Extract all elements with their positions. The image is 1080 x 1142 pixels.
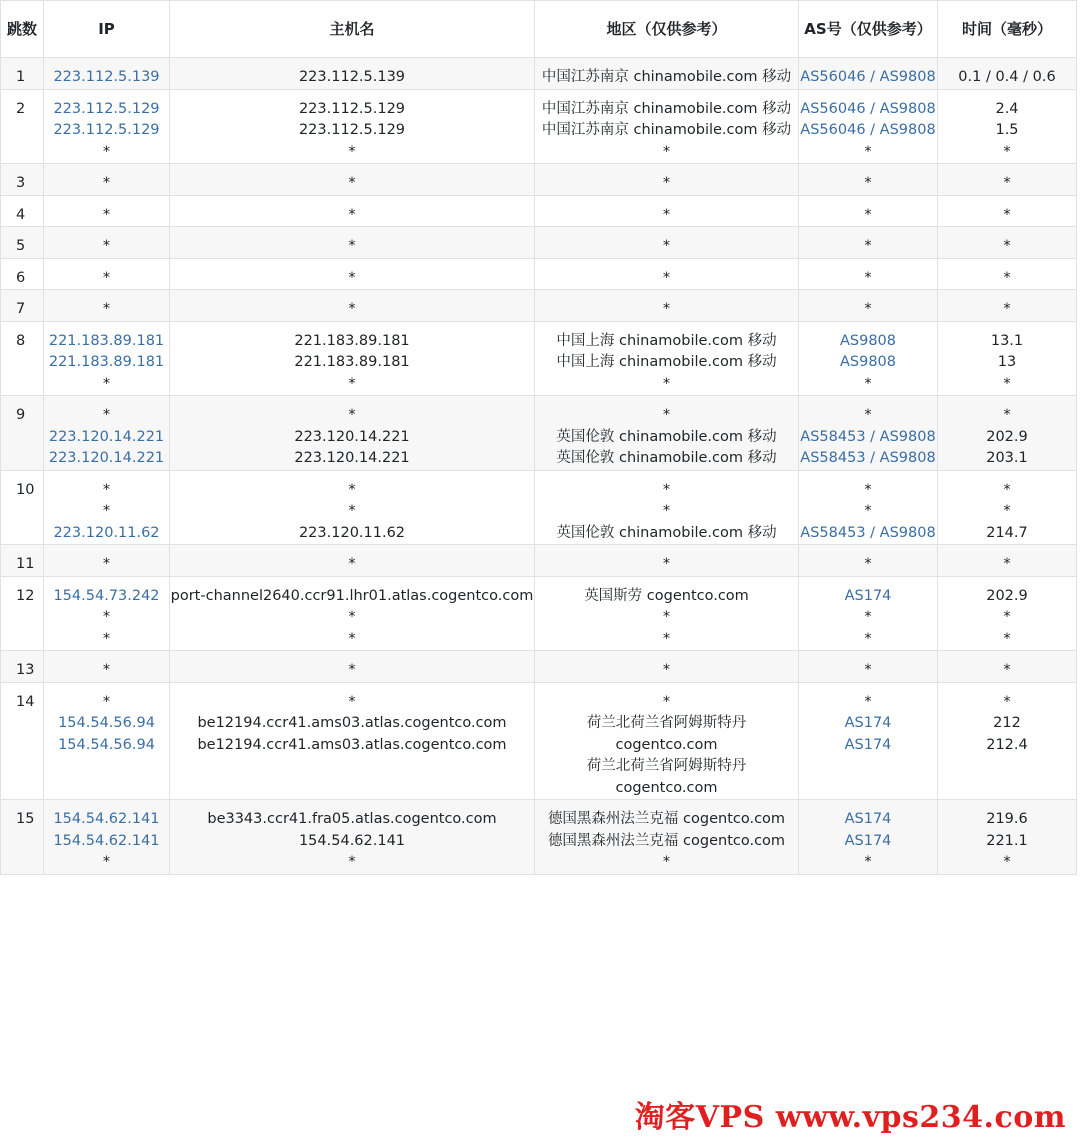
empty-marker: *	[864, 175, 872, 191]
empty-marker: *	[864, 662, 872, 678]
time-cell	[938, 58, 1077, 90]
region-text: 荷兰北荷兰省阿姆斯特丹 cogentco.com	[586, 715, 747, 753]
empty-marker: *	[864, 269, 872, 286]
empty-marker: *	[102, 481, 111, 498]
time-cell	[938, 545, 1077, 577]
asn-link[interactable]: AS56046 / AS9808	[800, 69, 936, 85]
asn-link[interactable]: AS9808	[839, 332, 897, 349]
hostname-text: port-channel2640.ccr91.lhr01.atlas.cogentco.com	[170, 587, 534, 604]
time-cell	[938, 164, 1077, 196]
empty-marker: *	[348, 407, 356, 423]
region-text: 德国黑森州法兰克福 cogentco.com	[547, 832, 786, 849]
hostname-cell	[170, 89, 535, 164]
time-value: 212	[993, 715, 1021, 731]
ip-cell	[44, 396, 170, 471]
region-cell	[535, 290, 799, 322]
asn-link[interactable]: AS174	[844, 832, 892, 849]
ip-link[interactable]: 154.54.73.242	[53, 587, 160, 604]
header-region: 地区（仅供参考）	[535, 1, 799, 58]
empty-marker: *	[1003, 238, 1011, 254]
empty-marker: *	[864, 143, 872, 160]
hop-number: 2	[1, 89, 44, 164]
hostname-cell	[170, 545, 535, 577]
empty-marker: *	[1003, 269, 1011, 286]
time-cell	[938, 227, 1077, 259]
asn-cell	[799, 58, 938, 90]
hostname-text: 223.120.14.221	[294, 428, 410, 445]
empty-marker: *	[662, 175, 671, 191]
ip-cell	[44, 164, 170, 196]
hostname-cell	[170, 258, 535, 290]
time-value: 202.9	[986, 428, 1028, 445]
hostname-cell	[170, 164, 535, 196]
header-asn: AS号（仅供参考）	[799, 1, 938, 58]
hostname-text: be12194.ccr41.ams03.atlas.cogentco.com	[197, 715, 507, 731]
time-value: 202.9	[986, 587, 1028, 604]
asn-cell	[799, 576, 938, 651]
region-cell	[535, 195, 799, 227]
ip-link[interactable]: 223.112.5.129	[53, 122, 160, 138]
time-value: 1.5	[995, 122, 1019, 138]
table-row	[1, 58, 1077, 90]
region-text: 英国斯劳 cogentco.com	[584, 587, 749, 604]
asn-cell	[799, 470, 938, 545]
table-row	[1, 576, 1077, 651]
time-cell	[938, 290, 1077, 322]
time-value: 219.6	[986, 811, 1028, 827]
hop-number: 9	[1, 396, 44, 471]
empty-marker: *	[864, 503, 872, 519]
ip-link[interactable]: 223.112.5.139	[53, 69, 160, 85]
region-text: 英国伦敦 chinamobile.com 移动	[556, 450, 777, 466]
hop-number: 1	[1, 58, 44, 90]
hop-number: 7	[1, 290, 44, 322]
time-value: 0.1 / 0.4 / 0.6	[958, 69, 1056, 85]
empty-marker: *	[1003, 375, 1011, 392]
asn-cell	[799, 651, 938, 683]
ip-cell	[44, 195, 170, 227]
time-value: 2.4	[995, 100, 1019, 117]
empty-marker: *	[864, 375, 872, 392]
empty-marker: *	[102, 143, 111, 160]
empty-marker: *	[1003, 143, 1011, 160]
empty-marker: *	[1003, 175, 1011, 191]
empty-marker: *	[102, 503, 111, 519]
hop-number: 12	[1, 576, 44, 651]
hop-number: 5	[1, 227, 44, 259]
ip-cell	[44, 258, 170, 290]
empty-marker: *	[662, 854, 671, 870]
table-row	[1, 800, 1077, 875]
ip-cell	[44, 545, 170, 577]
asn-cell	[799, 290, 938, 322]
empty-marker: *	[662, 238, 671, 254]
time-cell	[938, 576, 1077, 651]
empty-marker: *	[102, 630, 111, 647]
empty-marker: *	[662, 143, 671, 160]
table-row	[1, 89, 1077, 164]
ip-cell	[44, 470, 170, 545]
region-cell	[535, 89, 799, 164]
asn-cell	[799, 545, 938, 577]
ip-cell	[44, 576, 170, 651]
ip-cell	[44, 58, 170, 90]
empty-marker: *	[864, 407, 872, 423]
asn-cell	[799, 164, 938, 196]
asn-link[interactable]: AS56046 / AS9808	[800, 100, 936, 117]
time-cell	[938, 321, 1077, 396]
region-cell	[535, 164, 799, 196]
table-row	[1, 258, 1077, 290]
ip-link[interactable]: 223.120.11.62	[53, 524, 160, 541]
ip-cell	[44, 321, 170, 396]
empty-marker: *	[102, 175, 111, 191]
asn-cell	[799, 321, 938, 396]
empty-marker: *	[348, 481, 356, 498]
region-text: 中国上海 chinamobile.com 移动	[556, 354, 777, 370]
hostname-text: 223.112.5.129	[298, 122, 406, 138]
region-text: 中国江苏南京 chinamobile.com 移动	[541, 122, 792, 138]
empty-marker: *	[662, 630, 671, 647]
ip-link[interactable]: 223.120.14.221	[48, 450, 165, 466]
table-body	[1, 58, 1077, 875]
empty-marker: *	[102, 556, 111, 572]
hostname-text: 223.120.14.221	[294, 450, 410, 466]
asn-link[interactable]: AS56046 / AS9808	[800, 122, 936, 138]
asn-cell	[799, 195, 938, 227]
hostname-cell	[170, 682, 535, 800]
asn-link[interactable]: AS174	[844, 587, 892, 604]
asn-link[interactable]: AS9808	[839, 354, 897, 370]
empty-marker: *	[662, 301, 671, 317]
empty-marker: *	[348, 693, 356, 710]
empty-marker: *	[1003, 693, 1011, 710]
asn-cell	[799, 258, 938, 290]
empty-marker: *	[662, 556, 671, 572]
empty-marker: *	[662, 481, 671, 498]
empty-marker: *	[1003, 503, 1011, 519]
hostname-cell	[170, 800, 535, 875]
empty-marker: *	[348, 269, 356, 286]
hop-number: 13	[1, 651, 44, 683]
empty-marker: *	[102, 269, 111, 286]
ip-link[interactable]: 221.183.89.181	[48, 332, 165, 349]
asn-cell	[799, 89, 938, 164]
region-text: 荷兰北荷兰省阿姆斯特丹 cogentco.com	[586, 758, 747, 796]
empty-marker: *	[864, 481, 872, 498]
empty-marker: *	[348, 630, 356, 647]
time-value: 203.1	[986, 450, 1028, 466]
empty-marker: *	[102, 407, 111, 423]
empty-marker: *	[1003, 662, 1011, 678]
region-cell	[535, 651, 799, 683]
table-row	[1, 321, 1077, 396]
empty-marker: *	[864, 693, 872, 710]
empty-marker: *	[348, 175, 356, 191]
asn-cell	[799, 800, 938, 875]
region-cell	[535, 545, 799, 577]
empty-marker: *	[348, 609, 356, 625]
asn-link[interactable]: AS174	[844, 736, 892, 753]
empty-marker: *	[864, 854, 872, 870]
asn-link[interactable]: AS174	[844, 811, 892, 827]
empty-marker: *	[1003, 407, 1011, 423]
ip-cell	[44, 651, 170, 683]
hostname-cell	[170, 651, 535, 683]
hop-number: 10	[1, 470, 44, 545]
table-row	[1, 682, 1077, 800]
empty-marker: *	[102, 301, 111, 317]
empty-marker: *	[348, 662, 356, 678]
table-row	[1, 651, 1077, 683]
empty-marker: *	[662, 662, 671, 678]
empty-marker: *	[864, 301, 872, 317]
hostname-text: 223.112.5.139	[298, 69, 406, 85]
hop-number: 8	[1, 321, 44, 396]
hostname-cell	[170, 576, 535, 651]
empty-marker: *	[1003, 609, 1011, 625]
time-value: 13	[997, 354, 1017, 370]
region-text: 中国江苏南京 chinamobile.com 移动	[541, 100, 792, 117]
hostname-text: 154.54.62.141	[298, 832, 406, 849]
empty-marker: *	[102, 375, 111, 392]
empty-marker: *	[102, 662, 111, 678]
region-cell	[535, 227, 799, 259]
hostname-text: 221.183.89.181	[294, 354, 410, 370]
empty-marker: *	[662, 269, 671, 286]
asn-link[interactable]: AS58453 / AS9808	[800, 524, 936, 541]
hostname-text: be12194.ccr41.ams03.atlas.cogentco.com	[197, 736, 507, 753]
hop-number: 11	[1, 545, 44, 577]
asn-link[interactable]: AS58453 / AS9808	[800, 428, 936, 445]
empty-marker: *	[102, 238, 111, 254]
table-header-row	[1, 1, 1077, 58]
empty-marker: *	[348, 556, 356, 572]
header-time: 时间（毫秒）	[938, 1, 1077, 58]
table-row	[1, 290, 1077, 322]
empty-marker: *	[102, 854, 111, 870]
time-cell	[938, 682, 1077, 800]
asn-link[interactable]: AS58453 / AS9808	[800, 450, 936, 466]
time-cell	[938, 396, 1077, 471]
hostname-cell	[170, 58, 535, 90]
time-value: 13.1	[990, 332, 1024, 349]
ip-cell	[44, 682, 170, 800]
empty-marker: *	[348, 854, 356, 870]
empty-marker: *	[662, 503, 671, 519]
empty-marker: *	[1003, 630, 1011, 647]
asn-cell	[799, 227, 938, 259]
hop-number: 4	[1, 195, 44, 227]
hop-number: 3	[1, 164, 44, 196]
hostname-text: 221.183.89.181	[294, 332, 410, 349]
watermark: 淘客VPS www.vps234.com	[634, 1100, 1066, 1135]
asn-link[interactable]: AS174	[844, 715, 892, 731]
region-cell	[535, 58, 799, 90]
empty-marker: *	[348, 143, 356, 160]
empty-marker: *	[102, 693, 111, 710]
region-text: 德国黑森州法兰克福 cogentco.com	[547, 811, 786, 827]
ip-link[interactable]: 154.54.56.94	[58, 736, 155, 753]
empty-marker: *	[662, 407, 671, 423]
hostname-cell	[170, 470, 535, 545]
time-cell	[938, 258, 1077, 290]
region-cell	[535, 682, 799, 800]
hop-number: 6	[1, 258, 44, 290]
table-row	[1, 164, 1077, 196]
empty-marker: *	[1003, 854, 1011, 870]
empty-marker: *	[348, 206, 356, 223]
ip-cell	[44, 227, 170, 259]
time-cell	[938, 651, 1077, 683]
time-cell	[938, 800, 1077, 875]
empty-marker: *	[348, 503, 356, 519]
region-cell	[535, 470, 799, 545]
empty-marker: *	[864, 556, 872, 572]
table-row	[1, 470, 1077, 545]
empty-marker: *	[1003, 301, 1011, 317]
header-ip: IP	[44, 1, 170, 58]
empty-marker: *	[102, 609, 111, 625]
region-text: 中国江苏南京 chinamobile.com 移动	[541, 69, 792, 85]
empty-marker: *	[864, 206, 872, 223]
time-value: 214.7	[986, 524, 1028, 541]
ip-link[interactable]: 154.54.62.141	[53, 811, 160, 827]
empty-marker: *	[662, 693, 671, 710]
region-cell	[535, 800, 799, 875]
empty-marker: *	[1003, 481, 1011, 498]
ip-cell	[44, 290, 170, 322]
hostname-cell	[170, 195, 535, 227]
hop-number: 14	[1, 682, 44, 800]
ip-link[interactable]: 223.112.5.129	[53, 100, 160, 117]
time-value: 221.1	[986, 832, 1028, 849]
empty-marker: *	[662, 206, 671, 223]
header-hop: 跳数	[1, 1, 44, 58]
table-row	[1, 195, 1077, 227]
ip-link[interactable]: 223.120.14.221	[48, 428, 165, 445]
table-row	[1, 227, 1077, 259]
empty-marker: *	[102, 206, 111, 223]
empty-marker: *	[348, 375, 356, 392]
time-cell	[938, 195, 1077, 227]
hostname-cell	[170, 227, 535, 259]
empty-marker: *	[864, 630, 872, 647]
empty-marker: *	[348, 238, 356, 254]
empty-marker: *	[662, 609, 671, 625]
time-value: 212.4	[986, 736, 1028, 753]
ip-link[interactable]: 154.54.56.94	[58, 715, 155, 731]
asn-cell	[799, 396, 938, 471]
ip-cell	[44, 89, 170, 164]
asn-cell	[799, 682, 938, 800]
hostname-text: 223.120.11.62	[298, 524, 406, 541]
empty-marker: *	[1003, 556, 1011, 572]
region-cell	[535, 258, 799, 290]
region-text: 中国上海 chinamobile.com 移动	[556, 332, 777, 349]
hostname-cell	[170, 321, 535, 396]
region-cell	[535, 321, 799, 396]
region-text: 英国伦敦 chinamobile.com 移动	[556, 524, 777, 541]
empty-marker: *	[864, 238, 872, 254]
region-cell	[535, 576, 799, 651]
time-cell	[938, 470, 1077, 545]
hostname-text: 223.112.5.129	[298, 100, 406, 117]
empty-marker: *	[1003, 206, 1011, 223]
ip-link[interactable]: 221.183.89.181	[48, 354, 165, 370]
hostname-text: be3343.ccr41.fra05.atlas.cogentco.com	[207, 811, 497, 827]
time-cell	[938, 89, 1077, 164]
empty-marker: *	[864, 609, 872, 625]
header-hostname: 主机名	[170, 1, 535, 58]
ip-cell	[44, 800, 170, 875]
hostname-cell	[170, 396, 535, 471]
region-text: 英国伦敦 chinamobile.com 移动	[556, 428, 777, 445]
region-cell	[535, 396, 799, 471]
empty-marker: *	[662, 375, 671, 392]
table-row	[1, 396, 1077, 471]
table-row	[1, 545, 1077, 577]
hop-number: 15	[1, 800, 44, 875]
empty-marker: *	[348, 301, 356, 317]
hostname-cell	[170, 290, 535, 322]
ip-link[interactable]: 154.54.62.141	[53, 832, 160, 849]
